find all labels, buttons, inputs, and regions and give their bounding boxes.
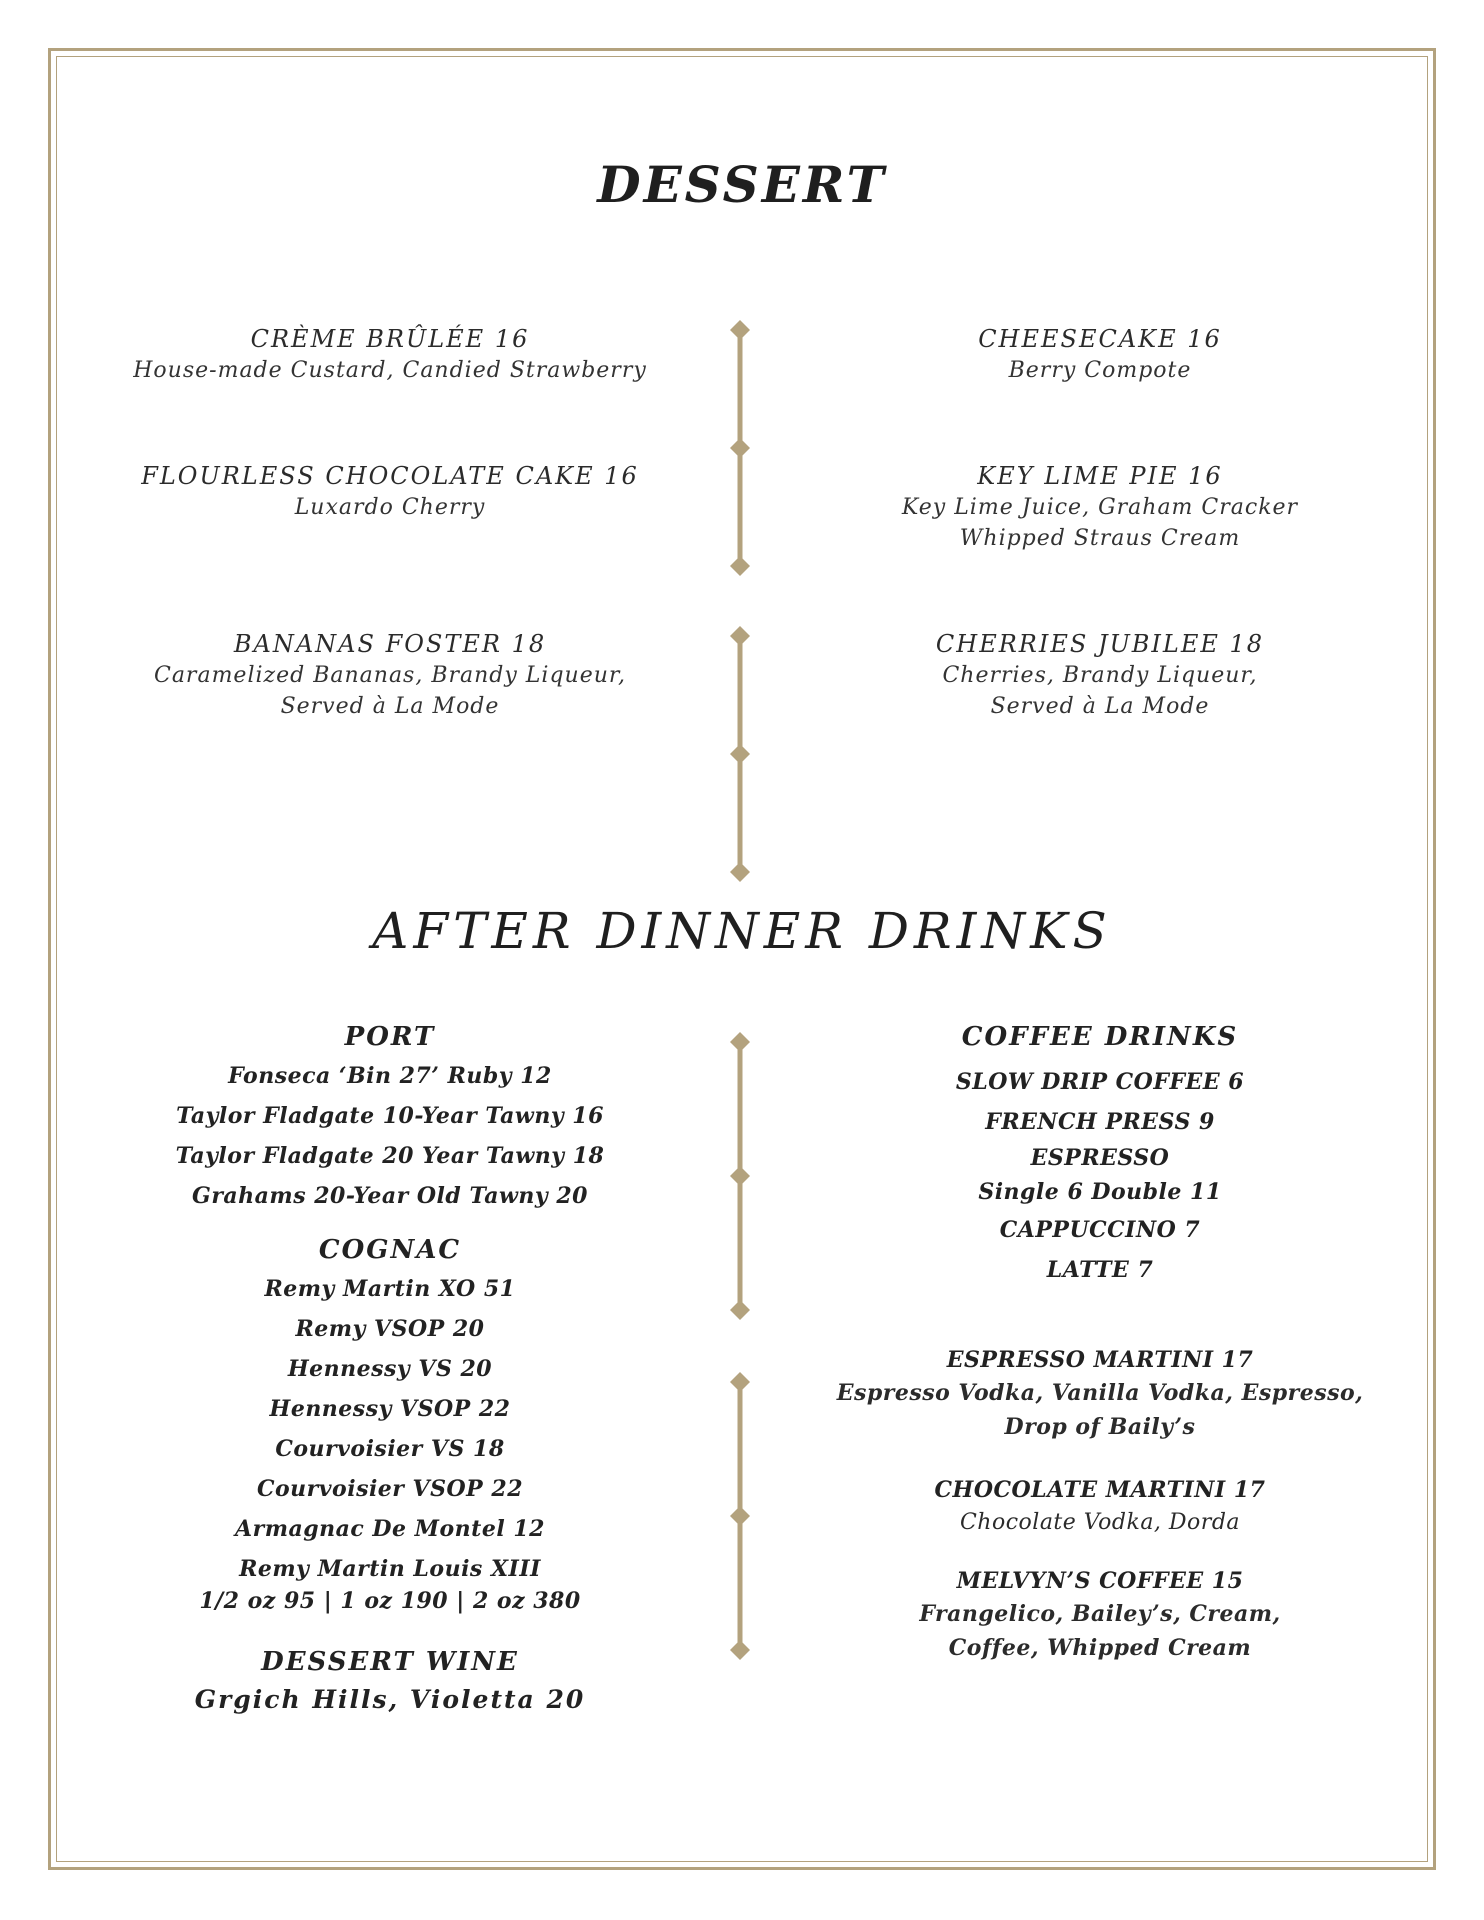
- dessert-item-desc: Whipped Straus Cream: [959, 526, 1241, 551]
- dessert-item-desc: Key Lime Juice, Graham Cracker: [901, 495, 1299, 520]
- drink-item: LATTE 7: [1046, 1257, 1154, 1283]
- drink-item: Single 6 Double 11: [978, 1179, 1222, 1205]
- dessert-item-desc: Cherries, Brandy Liqueur,: [942, 663, 1258, 688]
- diamond-icon: [730, 556, 750, 576]
- cocktail-item: [800, 1344, 1400, 1444]
- diamond-icon: [730, 1032, 750, 1052]
- ornament-divider: [720, 1032, 760, 1322]
- drink-item: Taylor Fladgate 20 Year Tawny 18: [175, 1143, 605, 1169]
- dessert-item-desc: House-made Custard, Candied Strawberry: [133, 358, 647, 383]
- diamond-icon: [730, 1640, 750, 1660]
- diamond-icon: [730, 438, 750, 458]
- section-heading: PORT: [344, 1022, 436, 1052]
- dessert-item-name: CHEESECAKE 16: [978, 325, 1222, 353]
- dessert-item: [90, 461, 690, 523]
- drink-item: ESPRESSO: [1030, 1145, 1170, 1171]
- dessert-item-name: FLOURLESS CHOCOLATE CAKE 16: [141, 462, 639, 490]
- section-heading: COFFEE DRINKS: [961, 1022, 1239, 1052]
- drink-item: Remy Martin Louis XIII: [239, 1556, 541, 1582]
- dessert-title: DESSERT: [597, 155, 887, 214]
- section-heading: DESSERT WINE: [261, 1647, 519, 1677]
- port-section: [90, 1020, 690, 1216]
- drink-item: Courvoisier VS 18: [275, 1436, 505, 1462]
- ornament-divider: [720, 1372, 760, 1662]
- drinks-title: AFTER DINNER DRINKS: [372, 902, 1112, 960]
- diamond-icon: [730, 1506, 750, 1526]
- cocktail-item: [800, 1565, 1400, 1665]
- cocktail-name: ESPRESSO MARTINI 17: [946, 1347, 1254, 1373]
- drink-item: FRENCH PRESS 9: [985, 1109, 1215, 1135]
- diamond-icon: [730, 1166, 750, 1186]
- drink-item: Fonseca ‘Bin 27’ Ruby 12: [228, 1063, 552, 1089]
- cocktail-desc: Espresso Vodka, Vanilla Vodka, Espresso,: [836, 1380, 1364, 1406]
- drink-item: Hennessy VS 20: [287, 1356, 493, 1382]
- dessert-item: [90, 629, 690, 722]
- cocktail-desc: Drop of Baily’s: [1004, 1414, 1196, 1440]
- section-heading: COGNAC: [318, 1235, 462, 1265]
- dessert-item-name: CHERRIES JUBILEE 18: [935, 630, 1265, 658]
- diamond-icon: [730, 862, 750, 882]
- diamond-icon: [730, 626, 750, 646]
- drink-item: Grahams 20-Year Old Tawny 20: [192, 1183, 588, 1209]
- dessert-item-name: KEY LIME PIE 16: [977, 462, 1223, 490]
- ornament-divider: [720, 318, 760, 578]
- dessert-item: [800, 324, 1400, 386]
- coffee-section: [800, 1020, 1400, 1290]
- dessert-item-name: CRÈME BRÛLÉE 16: [250, 325, 530, 353]
- drink-item: Taylor Fladgate 10-Year Tawny 16: [176, 1103, 604, 1129]
- diamond-icon: [730, 744, 750, 764]
- dessert-item: [800, 629, 1400, 722]
- cocktail-name: CHOCOLATE MARTINI 17: [934, 1477, 1266, 1503]
- diamond-icon: [730, 1372, 750, 1392]
- dessert-item-desc: Caramelized Bananas, Brandy Liqueur,: [153, 663, 626, 688]
- drink-item: Remy VSOP 20: [295, 1316, 485, 1342]
- drink-item: Remy Martin XO 51: [264, 1276, 516, 1302]
- drink-price-options: 1/2 oz 95 | 1 oz 190 | 2 oz 380: [199, 1588, 581, 1614]
- dessert-item-desc: Luxardo Cherry: [294, 495, 486, 520]
- dessert-wine-section: [90, 1645, 690, 1717]
- cognac-section: [90, 1233, 690, 1617]
- dessert-item: [800, 461, 1400, 554]
- cocktail-desc: Coffee, Whipped Cream: [948, 1635, 1252, 1661]
- drink-item: Hennessy VSOP 22: [269, 1396, 511, 1422]
- drink-item: Grgich Hills, Violetta 20: [194, 1685, 586, 1714]
- drink-item: SLOW DRIP COFFEE 6: [955, 1069, 1245, 1095]
- dessert-item-desc: Served à La Mode: [280, 694, 500, 719]
- cocktail-desc: Frangelico, Bailey’s, Cream,: [919, 1601, 1281, 1627]
- cocktail-desc: Chocolate Vodka, Dorda: [959, 1510, 1241, 1535]
- cocktail-name: MELVYN’S COFFEE 15: [956, 1568, 1244, 1594]
- drink-item: CAPPUCCINO 7: [999, 1217, 1201, 1243]
- dessert-item-desc: Served à La Mode: [990, 694, 1210, 719]
- dessert-item-name: BANANAS FOSTER 18: [233, 630, 547, 658]
- drink-item: Armagnac De Montel 12: [235, 1516, 545, 1542]
- ornament-divider: [720, 626, 760, 882]
- cocktail-item: [800, 1474, 1400, 1540]
- diamond-icon: [730, 1300, 750, 1320]
- diamond-icon: [730, 320, 750, 340]
- dessert-item-desc: Berry Compote: [1008, 358, 1192, 383]
- dessert-item: [90, 324, 690, 386]
- drink-item: Courvoisier VSOP 22: [256, 1476, 523, 1502]
